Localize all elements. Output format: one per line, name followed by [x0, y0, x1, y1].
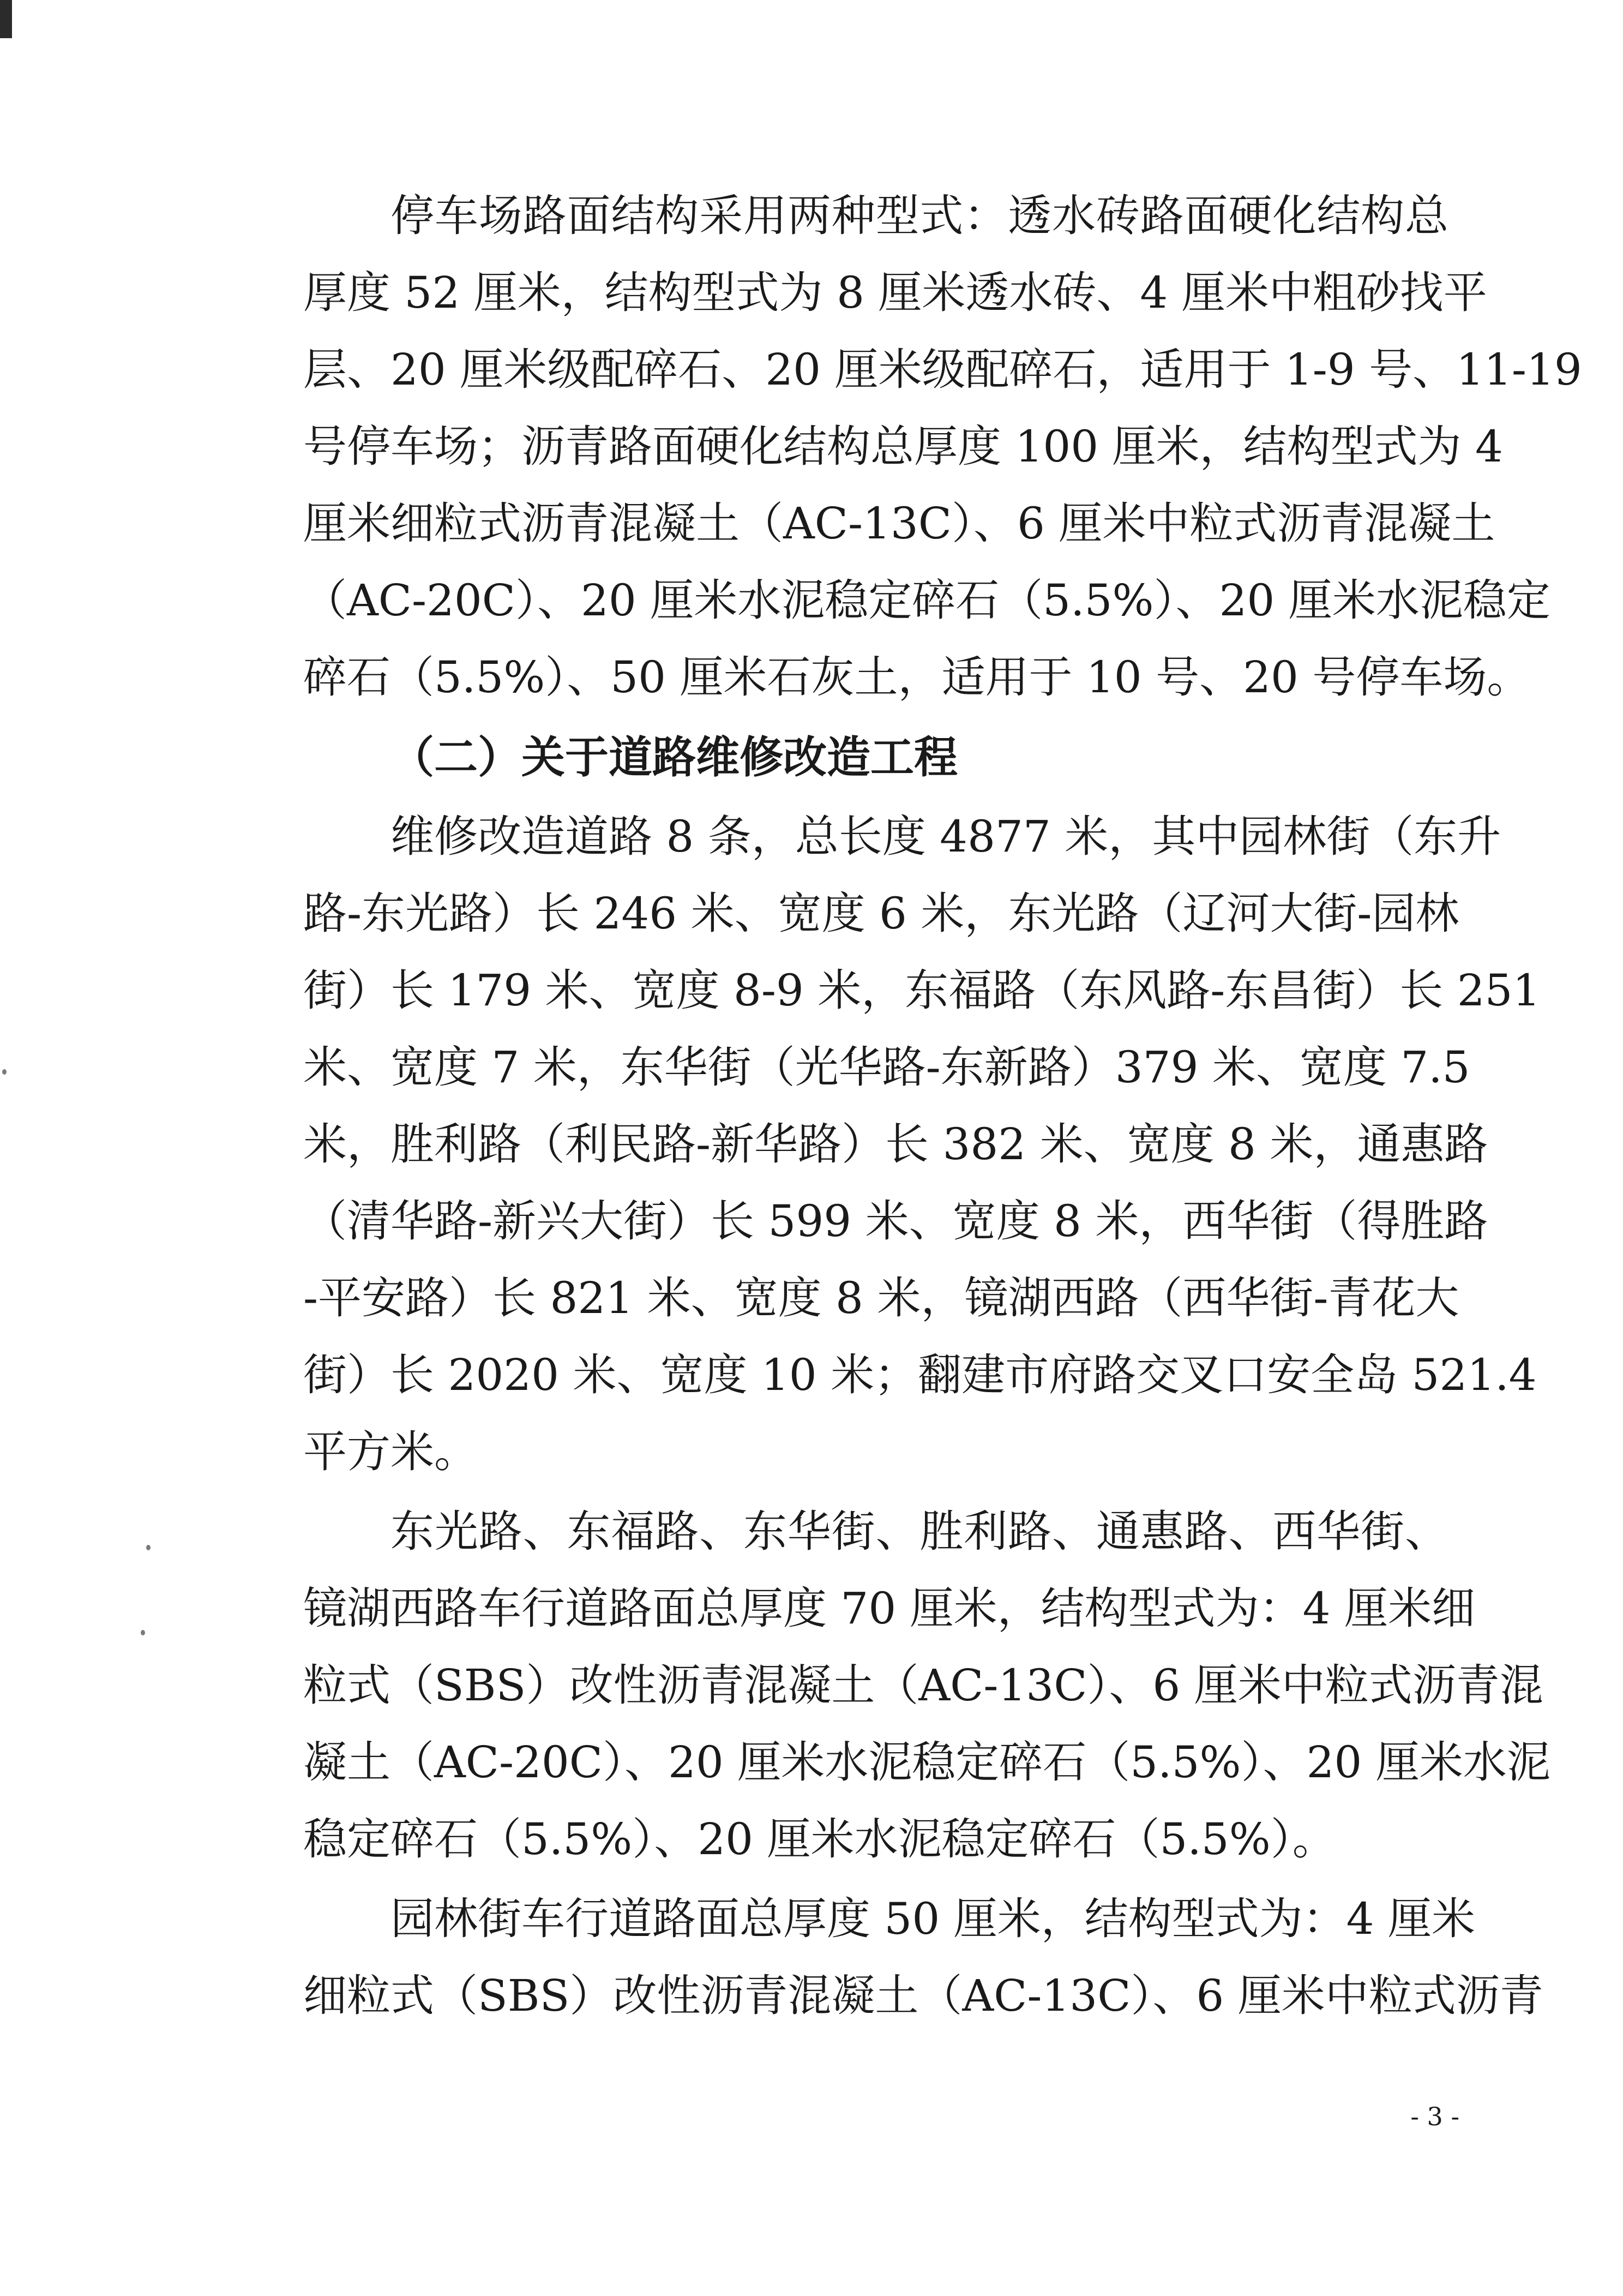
- paragraph-line: 米、宽度 7 米，东华街（光华路-东新路）379 米、宽度 7.5: [303, 1042, 1470, 1093]
- paragraph-line: 路-东光路）长 246 米、宽度 6 米，东光路（辽河大街-园林: [303, 888, 1459, 939]
- paragraph-line: 碎石（5.5%）、50 厘米石灰土，适用于 10 号、20 号停车场。: [303, 652, 1531, 703]
- paragraph-line: -平安路）长 821 米、宽度 8 米，镜湖西路（西华街-青花大: [303, 1273, 1459, 1323]
- paragraph-line: 厚度 52 厘米，结构型式为 8 厘米透水砖、4 厘米中粗砂找平: [303, 267, 1487, 318]
- paragraph-line: 园林街车行道路面总厚度 50 厘米，结构型式为：4 厘米: [390, 1893, 1475, 1944]
- paragraph-line: 厘米细粒式沥青混凝土（AC-13C）、6 厘米中粒式沥青混凝土: [303, 498, 1495, 549]
- paragraph-line: 层、20 厘米级配碎石、20 厘米级配碎石，适用于 1-9 号、11-19: [303, 344, 1582, 395]
- paragraph-line: 维修改造道路 8 条，总长度 4877 米，其中园林街（东升: [390, 811, 1501, 862]
- section-heading: （二）关于道路维修改造工程: [390, 732, 958, 783]
- paragraph-line: 稳定碎石（5.5%）、20 厘米水泥稳定碎石（5.5%）。: [303, 1814, 1336, 1865]
- paragraph-line: 停车场路面结构采用两种型式：透水砖路面硬化结构总: [390, 190, 1448, 241]
- paragraph-line: 米，胜利路（利民路-新华路）长 382 米、宽度 8 米，通惠路: [303, 1119, 1488, 1170]
- paragraph-line: 平方米。: [303, 1426, 478, 1477]
- scan-edge-mark: [0, 0, 12, 38]
- paragraph-line: 街）长 2020 米、宽度 10 米；翻建市府路交叉口安全岛 521.4: [303, 1350, 1537, 1400]
- paragraph-line: 东光路、东福路、东华街、胜利路、通惠路、西华街、: [390, 1506, 1448, 1557]
- paragraph-line: 街）长 179 米、宽度 8-9 米，东福路（东风路-东昌街）长 251: [303, 965, 1541, 1016]
- paragraph-line: （AC-20C）、20 厘米水泥稳定碎石（5.5%）、20 厘米水泥稳定: [303, 575, 1550, 626]
- paragraph-line: 粒式（SBS）改性沥青混凝土（AC-13C）、6 厘米中粒式沥青混: [303, 1660, 1543, 1711]
- page-number: - 3 -: [1410, 2102, 1459, 2131]
- paragraph-line: 细粒式（SBS）改性沥青混凝土（AC-13C）、6 厘米中粒式沥青: [303, 1970, 1543, 2021]
- paragraph-line: （清华路-新兴大街）长 599 米、宽度 8 米，西华街（得胜路: [303, 1196, 1488, 1246]
- scan-speck: [2, 1069, 7, 1075]
- paragraph-line: 镜湖西路车行道路面总厚度 70 厘米，结构型式为：4 厘米细: [303, 1583, 1475, 1634]
- scan-speck: [141, 1630, 145, 1635]
- paragraph-line: 凝土（AC-20C）、20 厘米水泥稳定碎石（5.5%）、20 厘米水泥: [303, 1737, 1550, 1788]
- paragraph-line: 号停车场；沥青路面硬化结构总厚度 100 厘米，结构型式为 4: [303, 421, 1503, 472]
- scan-speck: [146, 1545, 151, 1550]
